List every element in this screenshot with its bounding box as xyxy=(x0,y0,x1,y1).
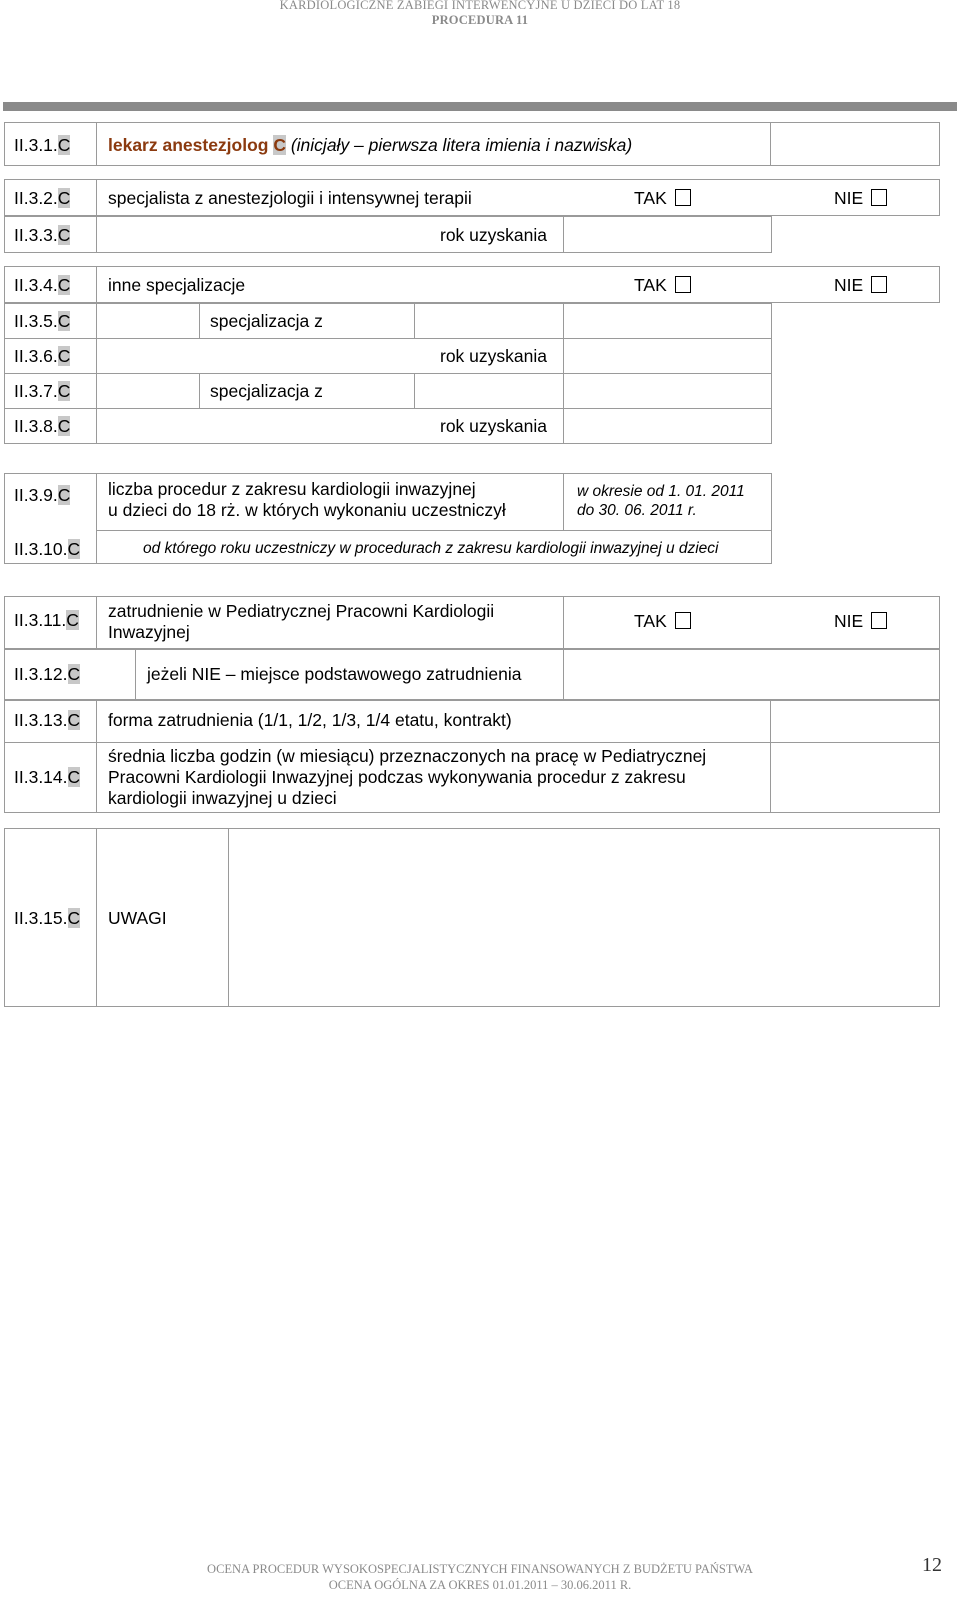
row-12-label: jeżeli NIE – miejsce podstawowego zatrudnienia xyxy=(147,664,522,684)
row-11-nie[interactable]: NIE xyxy=(834,611,887,632)
row-3-label: rok uzyskania xyxy=(440,225,547,245)
row-10-label: od którego roku uczestniczy w procedurach z zakresu kardiologii inwazyjnej u dzieci xyxy=(143,540,719,557)
row-6-code: II.3.6.C xyxy=(14,346,71,366)
nie-checkbox[interactable] xyxy=(871,612,887,629)
row-5-label: specjalizacja z xyxy=(210,311,323,331)
tak-checkbox[interactable] xyxy=(675,189,691,206)
row-7-code: II.3.7.C xyxy=(14,381,71,401)
row-9-code: II.3.9.C xyxy=(14,485,71,505)
row-11-label-2: Inwazyjnej xyxy=(108,622,190,642)
row-9-period-2: do 30. 06. 2011 r. xyxy=(577,502,697,519)
page-number: 12 xyxy=(922,1554,942,1576)
nie-checkbox[interactable] xyxy=(871,189,887,206)
row-3-input[interactable] xyxy=(563,216,772,253)
row-15-label: UWAGI xyxy=(108,908,167,928)
tak-checkbox[interactable] xyxy=(675,276,691,293)
row-7-label: specjalizacja z xyxy=(210,381,323,401)
row-11-code: II.3.11.C xyxy=(14,610,79,630)
row-14-label-2: Pracowni Kardiologii Inwazyjnej podczas wykonywania procedur z zakresu xyxy=(108,767,686,787)
row-15-code: II.3.15.C xyxy=(14,908,81,928)
nie-checkbox[interactable] xyxy=(871,276,887,293)
row-8-code: II.3.8.C xyxy=(14,416,71,436)
row-5-code: II.3.5.C xyxy=(14,311,71,331)
row-4-code: II.3.4.C xyxy=(14,275,71,295)
row-4-label: inne specjalizacje xyxy=(108,275,246,295)
row-2-tak[interactable]: TAK xyxy=(634,188,691,209)
row-2-nie[interactable]: NIE xyxy=(834,188,887,209)
footer-line-2: OCENA OGÓLNA ZA OKRES 01.01.2011 – 30.06.2011 R. xyxy=(328,1578,632,1592)
row-11-label-1: zatrudnienie w Pediatrycznej Pracowni Kardiologii xyxy=(108,601,495,621)
row-13-code: II.3.13.C xyxy=(14,710,81,730)
row-10-code: II.3.10.C xyxy=(14,539,81,559)
row-2-code: II.3.2.C xyxy=(14,188,71,208)
row-3-code: II.3.3.C xyxy=(14,225,71,245)
header-rule xyxy=(3,102,957,111)
row-2-label: specjalista z anestezjologii i intensywnej terapii xyxy=(108,188,472,208)
remarks-input[interactable] xyxy=(228,828,940,1007)
row-11-tak[interactable]: TAK xyxy=(634,611,691,632)
row-1-input[interactable] xyxy=(770,122,940,166)
row-14-label-1: średnia liczba godzin (w miesiącu) przeznaczonych na pracę w Pediatrycznej xyxy=(108,746,707,766)
row-9-label-1: liczba procedur z zakresu kardiologii inwazyjnej xyxy=(108,479,476,499)
row-4-tak[interactable]: TAK xyxy=(634,275,691,296)
row-9-period-1: w okresie od 1. 01. 2011 xyxy=(577,483,745,500)
header-title: KARDIOLOGICZNE ZABIEGI INTERWENCYJNE U DZIECI DO LAT 18 xyxy=(279,0,681,12)
row-12-code: II.3.12.C xyxy=(14,664,81,684)
row-4-nie[interactable]: NIE xyxy=(834,275,887,296)
footer-line-1: OCENA PROCEDUR WYSOKOSPECJALISTYCZNYCH FINANSOWANYCH Z BUDŻETU PAŃSTWA xyxy=(207,1562,753,1576)
row-14-code: II.3.14.C xyxy=(14,767,81,787)
row-1-code: II.3.1.C xyxy=(14,135,71,155)
row-9-label-2: u dzieci do 18 rż. w których wykonaniu uczestniczył xyxy=(108,500,506,520)
row-13-label: forma zatrudnienia (1/1, 1/2, 1/3, 1/4 etatu, kontrakt) xyxy=(108,710,512,730)
row-6-label: rok uzyskania xyxy=(440,346,547,366)
row-14-label-3: kardiologii inwazyjnej u dzieci xyxy=(108,788,337,808)
tak-checkbox[interactable] xyxy=(675,612,691,629)
row-1-label: lekarz anestezjolog C (inicjały – pierwsza litera imienia i nazwiska) xyxy=(108,135,633,155)
row-8-label: rok uzyskania xyxy=(440,416,547,436)
header-procedure: PROCEDURA 11 xyxy=(431,13,529,27)
